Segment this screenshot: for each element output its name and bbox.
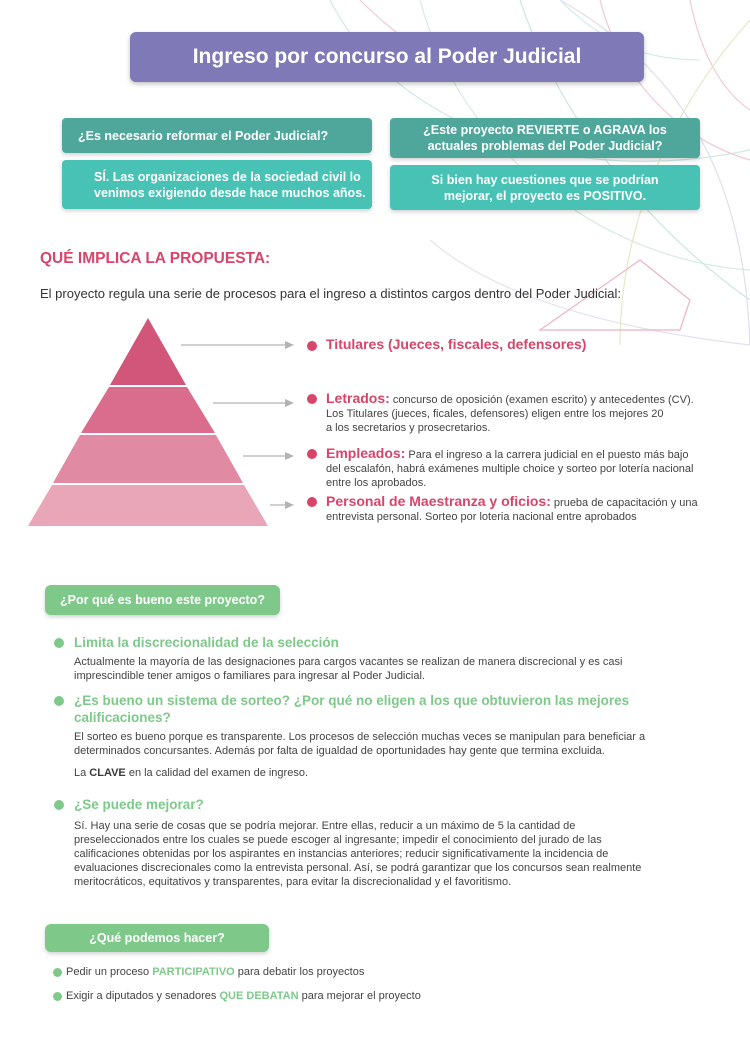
answer-project [390,165,700,210]
point-improve [74,796,694,889]
bullet-icon [307,497,317,507]
what-to-do-label: ¿Qué podemos hacer? [45,924,269,952]
bullet-icon [53,992,62,1001]
point-key-note [74,766,694,780]
action-emphasis: QUE DEBATAN [219,990,299,1002]
level-letrados [326,391,726,435]
question-reform: ¿Es necesario reformar el Poder Judicial? [62,118,372,153]
point-heading-line: calificaciones? [74,710,171,725]
point-body-line: meritocráticos, equitativos y transparentes, para evitar la discrecionalidad y el favoritismo. [74,876,512,888]
pyramid-diagram [28,318,268,528]
level-text: Los Titulares (jueces, ficales, defensores) eligen entre los mejores 20 [326,408,664,420]
question-project-line2: actuales problemas del Poder Judicial? [427,139,663,153]
answer-reform-line1: Las organizaciones de la sociedad civil lo [109,169,361,184]
level-empleados [326,446,726,490]
bullet-icon [53,968,62,977]
point-heading: Limita la discrecionalidad de la selección [74,635,339,650]
point-body-line: determinados concursantes. Además por falta de igualdad de oportunidades hay gente que termina excluida. [74,745,605,757]
level-name: Empleados: [326,445,406,461]
point-body-line: evaluaciones discrecionales como la entrevista personal. Así, se podrá garantizar que los concursos sean realmente [74,862,642,874]
key-note-word: CLAVE [89,767,126,779]
question-project [390,118,700,158]
point-body-line: Sí. Hay una serie de cosas que se podría mejorar. Entre ellas, reducir a un máximo de 5 la cantidad de [74,820,576,832]
level-name: Letrados: [326,390,390,406]
arrow-head-empleados [285,452,294,460]
action-item [66,990,421,1002]
action-item [66,966,364,978]
answer-reform-line2: venimos exigiendo desde hace muchos años. [94,185,366,200]
point-body-line: El sorteo es bueno porque es transparente. Los procesos de selección muchas veces se manipulan para beneficiar a [74,731,646,743]
pyramid-tier-empleados [53,435,243,483]
pyramid-tier-maestranza [28,485,268,526]
answer-reform-lead: SÍ. [94,169,110,184]
level-name: Personal de Maestranza y oficios: [326,493,551,509]
pyramid-tier-titulares [110,318,186,385]
action-text: Pedir un proceso [66,966,153,978]
point-body-line: imprescindible tener amigos o familiares para ingresar al Poder Judicial. [74,670,425,682]
point-body-line: Actualmente la mayoría de las designaciones para cargos vacantes se realizan de manera discrecional y es casi [74,656,623,668]
answer-project-line2: mejorar, el proyecto es POSITIVO. [443,188,647,203]
bullet-icon [307,394,317,404]
level-text: entre los aprobados. [326,477,427,489]
level-text: concurso de oposición (examen escrito) y antecedentes (CV). [389,394,694,406]
level-text: entrevista personal. Sorteo por loteria nacional entre aprobados [326,511,637,523]
level-maestranza [326,494,731,524]
bullet-icon [307,449,317,459]
point-lottery [74,692,694,780]
arrow-head-titulares [285,341,294,349]
point-heading: ¿Se puede mejorar? [74,797,204,812]
point-discretionality [74,634,694,683]
point-heading [74,692,694,726]
point-body [74,819,684,889]
point-body [74,730,694,758]
action-text: Exigir a diputados y senadores [66,990,220,1002]
level-titulares [326,337,586,353]
pyramid-tier-letrados [81,387,215,433]
point-body-line: calificaciones obtenidas por los aspirantes en instancias anteriores; reducir significativamente la incidencia de [74,848,609,860]
bullet-icon [54,696,64,706]
level-text: del escalafón, habrá exámenes multiple choice y sorteo por lotería nacional [326,463,694,475]
answer-project-line1: Si bien hay cuestiones que se podrían [431,172,659,187]
point-body [74,655,694,683]
bullet-icon [54,638,64,648]
page-title: Ingreso por concurso al Poder Judicial [130,32,644,82]
level-text: prueba de capacitación y una [550,497,698,509]
key-note-pre: La [74,767,90,779]
bullet-icon [307,341,317,351]
bullet-icon [54,800,64,810]
action-emphasis: PARTICIPATIVO [152,966,235,978]
question-project-line1: ¿Este proyecto REVIERTE o AGRAVA los [423,123,667,137]
level-text: a los secretarios y prosecretarios. [326,422,491,434]
point-heading-line: ¿Es bueno un sistema de sorteo? ¿Por qué no eligen a los que obtuvieron las mejores [74,693,630,708]
arrow-head-letrados [285,399,294,407]
section-title: QUÉ IMPLICA LA PROPUESTA: [40,250,271,267]
intro-text: El proyecto regula una serie de procesos para el ingreso a distintos cargos dentro del Poder Judicial: [40,286,622,301]
answer-reform [62,160,372,209]
action-text: para debatir los proyectos [234,966,365,978]
action-text: para mejorar el proyecto [298,990,421,1002]
arrow-head-maestranza [285,501,294,509]
level-name: Titulares (Jueces, fiscales, defensores) [326,336,587,352]
why-good-label: ¿Por qué es bueno este proyecto? [45,585,280,615]
key-note-post: en la calidad del examen de ingreso. [125,767,308,779]
point-body-line: preseleccionados entre los cuales se puede escoger al ingresante; impedir el conocimiento del jurado de las [74,834,602,846]
level-text: Para el ingreso a la carrera judicial en el puesto más bajo [405,449,689,461]
